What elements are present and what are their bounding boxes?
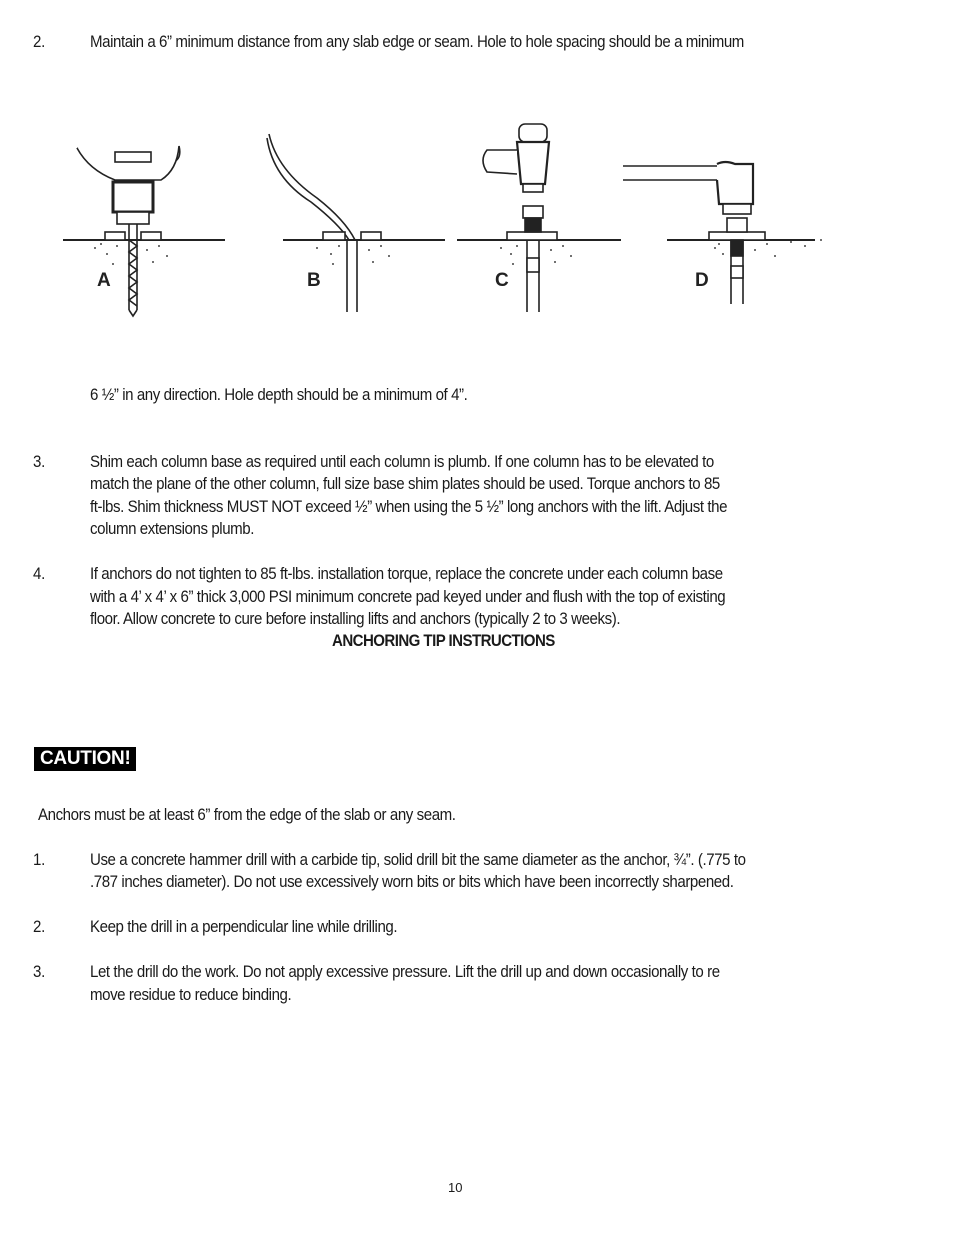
step-3-line-2: match the plane of the other column, full size base shim plates should be used. Torque anchors to 85: [90, 475, 720, 493]
figure-label-d: D: [695, 270, 709, 291]
page-number: 10: [448, 1180, 463, 1195]
tip-3-number: 3.: [33, 963, 46, 981]
step-4-number: 4.: [33, 565, 46, 583]
figure-label-a: A: [97, 270, 111, 291]
tip-2-number: 2.: [33, 918, 46, 936]
anchoring-steps-figure: [55, 120, 845, 330]
step-2-number: 2.: [33, 33, 46, 51]
step-3-number: 3.: [33, 453, 46, 471]
tip-3-line-2: move residue to reduce binding.: [90, 986, 292, 1004]
tip-1-line-2: .787 inches diameter). Do not use excessively worn bits or bits which have been incorrectly sharpened.: [90, 873, 734, 891]
figure-label-c: C: [495, 270, 509, 291]
section-heading: ANCHORING TIP INSTRUCTIONS: [332, 632, 555, 650]
step-3-line-4: column extensions plumb.: [90, 520, 255, 538]
tip-1-number: 1.: [33, 851, 46, 869]
figure-c: [457, 124, 621, 312]
figure-d: [623, 162, 815, 304]
figure-label-b: B: [307, 270, 321, 291]
tip-1-line-1: Use a concrete hammer drill with a carbide tip, solid drill bit the same diameter as the anchor, ¾”. (.775 to: [90, 851, 746, 869]
tip-2-line-1: Keep the drill in a perpendicular line while drilling.: [90, 918, 398, 936]
figure-b: [267, 134, 445, 312]
step-3-line-1: Shim each column base as required until each column is plumb. If one column has to be elevated to: [90, 453, 714, 471]
caution-text: Anchors must be at least 6” from the edge of the slab or any seam.: [38, 806, 456, 824]
step-4-line-1: If anchors do not tighten to 85 ft-lbs. installation torque, replace the concrete under each column base: [90, 565, 723, 583]
step-2-text-line-2: 6 ½” in any direction. Hole depth should be a minimum of 4”.: [90, 386, 468, 404]
step-4-line-2: with a 4’ x 4’ x 6” thick 3,000 PSI minimum concrete pad keyed under and flush with the top of existing: [90, 588, 726, 606]
tip-3-line-1: Let the drill do the work. Do not apply excessive pressure. Lift the drill up and down occasionally to re: [90, 963, 720, 981]
caution-badge: CAUTION!: [34, 747, 136, 771]
step-2-text-line-1: Maintain a 6” minimum distance from any slab edge or seam. Hole to hole spacing should be a minimum: [90, 33, 744, 51]
step-4-line-3: floor. Allow concrete to cure before installing lifts and anchors (typically 2 to 3 weeks).: [90, 610, 621, 628]
figure-a: [63, 146, 225, 316]
step-3-line-3: ft-lbs. Shim thickness MUST NOT exceed ½” when using the 5 ½” long anchors with the lift. Adjust the: [90, 498, 728, 516]
